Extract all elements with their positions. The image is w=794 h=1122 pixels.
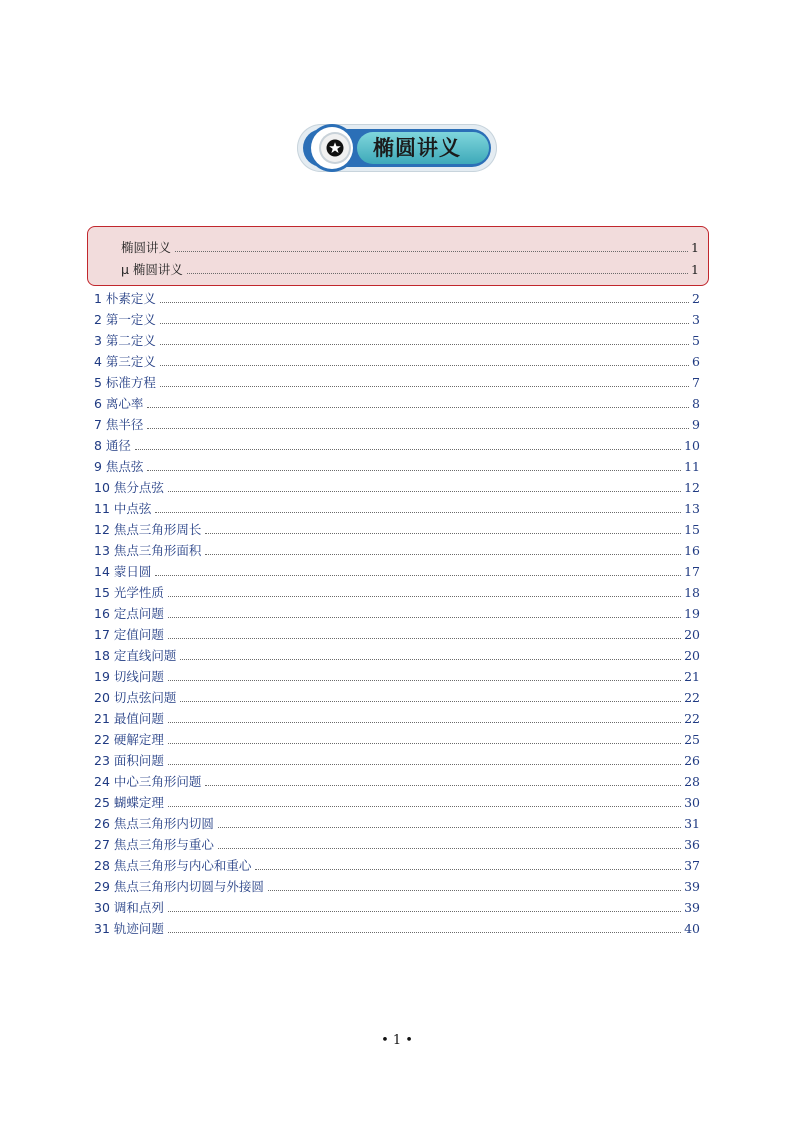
toc-entry-page: 18 xyxy=(684,585,700,600)
toc-entry[interactable] xyxy=(94,833,700,853)
toc-entry-label: 19 切线问题 xyxy=(94,669,164,684)
toc-entry[interactable] xyxy=(94,413,700,433)
toc-entry-label: 9 焦点弦 xyxy=(94,459,144,474)
document-title: 椭圆讲义 xyxy=(373,135,461,160)
toc-entry-page: 25 xyxy=(684,732,700,747)
toc-entry[interactable] xyxy=(94,896,700,916)
dot-leader xyxy=(135,448,681,450)
toc-entry-page: 36 xyxy=(684,837,700,852)
toc-entry-page: 21 xyxy=(684,669,700,684)
toc-entry-page: 20 xyxy=(684,648,700,663)
toc-entry[interactable] xyxy=(94,539,700,559)
toc-entry[interactable] xyxy=(94,623,700,643)
star-circle-icon xyxy=(321,134,349,162)
toc-entry[interactable] xyxy=(94,791,700,811)
toc-entry[interactable] xyxy=(94,602,700,622)
toc-entry[interactable] xyxy=(94,329,700,349)
dot-leader xyxy=(147,469,681,471)
dot-leader xyxy=(168,616,681,618)
toc-entry[interactable] xyxy=(94,854,700,874)
dot-leader xyxy=(168,721,681,723)
dot-leader xyxy=(218,826,681,828)
toc-entry-label: 4 第三定义 xyxy=(94,354,156,369)
dot-leader xyxy=(205,553,681,555)
dot-leader xyxy=(168,490,681,492)
dot-leader xyxy=(168,931,681,933)
toc-entry[interactable] xyxy=(94,728,700,748)
toc-entry-page: 1 xyxy=(691,240,699,255)
toc-entry-page: 8 xyxy=(692,396,700,411)
toc-entry-page: 11 xyxy=(684,459,700,474)
toc-entry-label: 13 焦点三角形面积 xyxy=(94,543,202,558)
toc-entry-page: 30 xyxy=(684,795,700,810)
toc-entry-label: 14 蒙日圆 xyxy=(94,564,152,579)
dot-leader xyxy=(155,574,681,576)
toc-entry-page: 5 xyxy=(692,333,700,348)
dot-leader xyxy=(168,763,681,765)
toc-entry[interactable] xyxy=(94,392,700,412)
dot-leader xyxy=(147,406,689,408)
toc-entry-page: 19 xyxy=(684,606,700,621)
toc-entry-page: 7 xyxy=(692,375,700,390)
toc-entry[interactable] xyxy=(94,749,700,769)
toc-entry-label: 11 中点弦 xyxy=(94,501,152,516)
toc-entry[interactable] xyxy=(94,581,700,601)
dot-leader xyxy=(168,805,681,807)
toc-entry-label: 29 焦点三角形内切圆与外接圆 xyxy=(94,879,264,894)
toc-entry-page: 12 xyxy=(684,480,700,495)
toc-entry[interactable] xyxy=(94,812,700,832)
toc-entry-label: μ 椭圆讲义 xyxy=(121,262,183,277)
toc-entry[interactable] xyxy=(94,308,700,328)
toc-entry[interactable] xyxy=(94,707,700,727)
toc-entry-label: 25 蝴蝶定理 xyxy=(94,795,164,810)
toc-entry-page: 37 xyxy=(684,858,700,873)
toc-entry[interactable] xyxy=(94,644,700,664)
toc-entry[interactable] xyxy=(94,665,700,685)
toc-entry-page: 9 xyxy=(692,417,700,432)
toc-entry-label: 15 光学性质 xyxy=(94,585,164,600)
dot-leader xyxy=(268,889,681,891)
toc-entry-page: 22 xyxy=(684,711,700,726)
toc-entry-label: 18 定直线问题 xyxy=(94,648,177,663)
toc-entry-label: 8 通径 xyxy=(94,438,131,453)
toc-entry-label: 26 焦点三角形内切圆 xyxy=(94,816,214,831)
toc-entry-label: 10 焦分点弦 xyxy=(94,480,164,495)
toc-entry[interactable] xyxy=(121,258,699,278)
dot-leader xyxy=(175,250,688,252)
dot-leader xyxy=(180,700,681,702)
toc-entry[interactable] xyxy=(94,350,700,370)
toc-entry[interactable] xyxy=(94,287,700,307)
toc-entry-label: 23 面积问题 xyxy=(94,753,164,768)
toc-entry[interactable] xyxy=(94,875,700,895)
toc-entry-label: 12 焦点三角形周长 xyxy=(94,522,202,537)
toc-entry-page: 6 xyxy=(692,354,700,369)
toc-entry-label: 1 朴素定义 xyxy=(94,291,156,306)
toc-entry[interactable] xyxy=(94,455,700,475)
dot-leader xyxy=(187,272,688,274)
dot-leader xyxy=(160,364,689,366)
toc-entry-page: 39 xyxy=(684,900,700,915)
toc-entry[interactable] xyxy=(121,236,699,256)
dot-leader xyxy=(218,847,681,849)
toc-entry-page: 39 xyxy=(684,879,700,894)
dot-leader xyxy=(160,322,689,324)
toc-entry-label: 椭圆讲义 xyxy=(121,240,172,255)
toc-entry-label: 21 最值问题 xyxy=(94,711,164,726)
toc-entry-label: 28 焦点三角形与内心和重心 xyxy=(94,858,252,873)
toc-entry-label: 7 焦半径 xyxy=(94,417,144,432)
toc-entry[interactable] xyxy=(94,434,700,454)
toc-entry-label: 31 轨迹问题 xyxy=(94,921,164,936)
toc-entry-label: 2 第一定义 xyxy=(94,312,156,327)
toc-entry[interactable] xyxy=(94,686,700,706)
dot-leader xyxy=(168,637,681,639)
toc-entry-page: 31 xyxy=(684,816,700,831)
toc-entry[interactable] xyxy=(94,917,700,937)
toc-entry-page: 22 xyxy=(684,690,700,705)
toc-entry-label: 30 调和点列 xyxy=(94,900,164,915)
toc-entry[interactable] xyxy=(94,371,700,391)
toc-entry[interactable] xyxy=(94,560,700,580)
dot-leader xyxy=(160,385,689,387)
toc-entry-label: 5 标准方程 xyxy=(94,375,156,390)
dot-leader xyxy=(205,784,681,786)
toc-entry-label: 6 离心率 xyxy=(94,396,144,411)
dot-leader xyxy=(160,343,689,345)
dot-leader xyxy=(205,532,681,534)
toc-entry-page: 20 xyxy=(684,627,700,642)
toc-entry[interactable] xyxy=(94,518,700,538)
toc-entry[interactable] xyxy=(94,770,700,790)
title-badge xyxy=(297,124,497,172)
dot-leader xyxy=(255,868,681,870)
toc-entry-page: 2 xyxy=(692,291,700,306)
dot-leader xyxy=(160,301,689,303)
toc-entry-page: 28 xyxy=(684,774,700,789)
toc-entry-page: 17 xyxy=(684,564,700,579)
toc-entry-label: 17 定值问题 xyxy=(94,627,164,642)
toc-entry-page: 16 xyxy=(684,543,700,558)
toc-entry-page: 15 xyxy=(684,522,700,537)
toc-entry-page: 13 xyxy=(684,501,700,516)
toc-entry-label: 16 定点问题 xyxy=(94,606,164,621)
toc-entry-label: 27 焦点三角形与重心 xyxy=(94,837,214,852)
dot-leader xyxy=(168,679,681,681)
toc-entry-label: 24 中心三角形问题 xyxy=(94,774,202,789)
toc-entry-page: 1 xyxy=(691,262,699,277)
toc-entry-label: 20 切点弦问题 xyxy=(94,690,177,705)
toc-entry-page: 40 xyxy=(684,921,700,936)
page-number: • 1 • xyxy=(381,1033,413,1048)
dot-leader xyxy=(168,910,681,912)
toc-entry[interactable] xyxy=(94,476,700,496)
toc-entry-page: 10 xyxy=(684,438,700,453)
dot-leader xyxy=(168,742,681,744)
toc-entry-page: 3 xyxy=(692,312,700,327)
dot-leader xyxy=(155,511,681,513)
dot-leader xyxy=(147,427,689,429)
toc-entry[interactable] xyxy=(94,497,700,517)
toc-entry-label: 22 硬解定理 xyxy=(94,732,164,747)
dot-leader xyxy=(180,658,681,660)
toc-entry-page: 26 xyxy=(684,753,700,768)
dot-leader xyxy=(168,595,681,597)
toc-entry-label: 3 第二定义 xyxy=(94,333,156,348)
